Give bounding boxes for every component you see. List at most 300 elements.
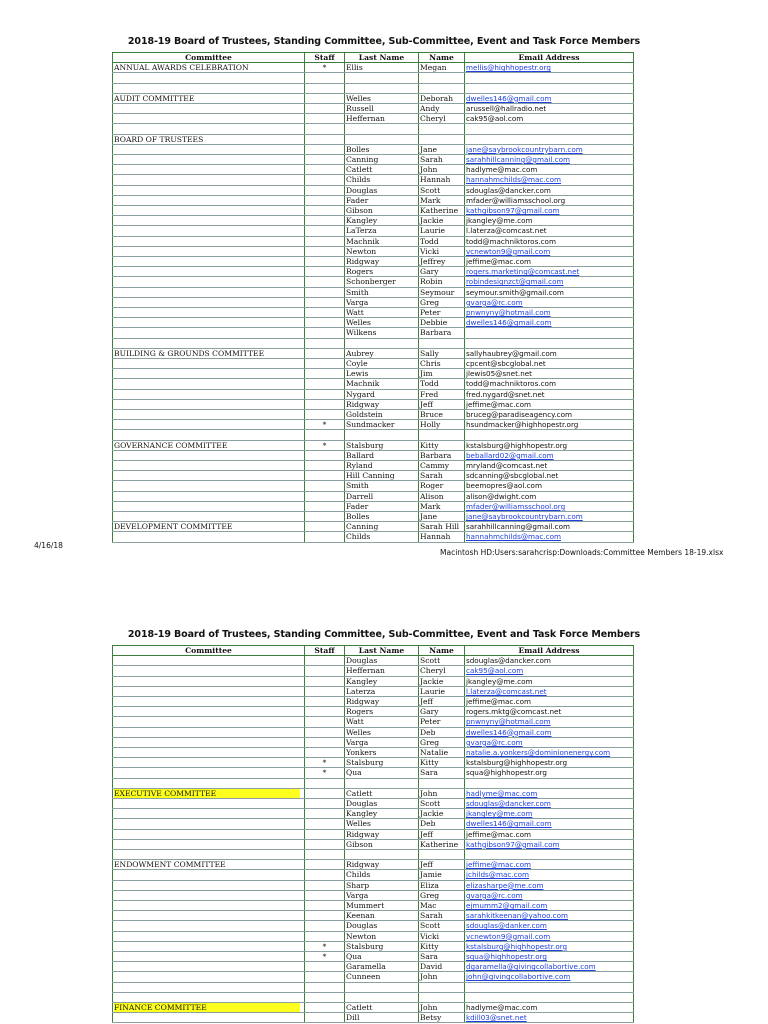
last-name-cell: Qua (345, 952, 419, 962)
page-title: 2018-19 Board of Trustees, Standing Committee, Sub-Committee, Event and Task Force Members (127, 629, 641, 640)
staff-marker (305, 860, 345, 870)
email-link[interactable]: gvarga@rc.com (466, 737, 523, 747)
table-row (113, 491, 634, 501)
table-row (113, 829, 634, 839)
last-name-cell: Childs (345, 532, 419, 542)
committee-cell (113, 911, 305, 921)
committee-cell (113, 63, 305, 73)
last-name-cell: Machnik (345, 379, 419, 389)
last-name-cell: Canning (345, 522, 419, 532)
email-cell (465, 532, 634, 542)
email-link[interactable]: gvarga@rc.com (466, 890, 523, 900)
last-name-cell: Fader (345, 501, 419, 511)
first-name-cell (419, 992, 465, 1002)
email-link[interactable]: dwelles146@gmail.com (466, 93, 552, 103)
email-text: todd@machniktoros.com (466, 236, 556, 246)
email-link[interactable]: l.laterza@comcast.net (466, 686, 547, 696)
table-row (113, 522, 634, 532)
email-cell (465, 297, 634, 307)
committee-cell (113, 471, 305, 481)
committee-cell (113, 901, 305, 911)
table-row (113, 809, 634, 819)
staff-marker (305, 809, 345, 819)
email-link[interactable]: jkangley@me.com (466, 809, 533, 819)
staff-marker (305, 83, 345, 93)
email-cell (465, 952, 634, 962)
first-name-cell: Greg (419, 297, 465, 307)
first-name-cell: Megan (419, 63, 465, 73)
table-row (113, 748, 634, 758)
email-text: arussell@hallradio.net (466, 103, 547, 113)
table-row (113, 962, 634, 972)
committee-cell (113, 512, 305, 522)
first-name-cell: Sally (419, 348, 465, 358)
staff-marker (305, 982, 345, 992)
last-name-cell (345, 850, 419, 860)
email-cell (465, 328, 634, 338)
committee-cell (113, 532, 305, 542)
last-name-cell: Bolles (345, 144, 419, 154)
last-name-cell: Dill (345, 1013, 419, 1023)
committee-name: EXECUTIVE COMMITTEE (114, 789, 300, 798)
table-body (113, 656, 634, 1023)
staff-marker: * (305, 758, 345, 768)
first-name-cell: Kitty (419, 440, 465, 450)
email-cell (465, 206, 634, 216)
first-name-cell (419, 850, 465, 860)
page-title: 2018-19 Board of Trustees, Standing Committee, Sub-Committee, Event and Task Force Members (127, 36, 641, 47)
email-link[interactable]: sarahkitkeenan@yahoo.com (466, 911, 569, 921)
committee-cell (113, 768, 305, 778)
last-name-cell: Varga (345, 297, 419, 307)
first-name-cell: Eliza (419, 880, 465, 890)
email-link[interactable]: sdouglas@dancker.com (466, 799, 551, 809)
email-cell (465, 450, 634, 460)
table-row (113, 972, 634, 982)
table-row (113, 707, 634, 717)
committee-name: FINANCE COMMITTEE (114, 1003, 300, 1012)
staff-marker (305, 656, 345, 666)
last-name-cell: Russell (345, 103, 419, 113)
email-link[interactable]: pnwnyny@hotmail.com (466, 308, 551, 318)
first-name-cell: Jeff (419, 829, 465, 839)
first-name-cell: Peter (419, 308, 465, 318)
table-row (113, 512, 634, 522)
table-row (113, 921, 634, 931)
email-link[interactable]: gvarga@rc.com (466, 297, 523, 307)
email-text: jeffime@mac.com (466, 257, 531, 267)
staff-marker (305, 748, 345, 758)
email-link[interactable]: hadlyme@mac.com (466, 788, 538, 798)
staff-marker (305, 195, 345, 205)
last-name-cell: Cunneen (345, 972, 419, 982)
last-name-cell (345, 430, 419, 440)
staff-marker (305, 992, 345, 1002)
table-row (113, 134, 634, 144)
last-name-cell: Smith (345, 481, 419, 491)
email-link[interactable]: cak95@aol.com (466, 666, 524, 676)
table-row (113, 73, 634, 83)
email-text: kstalsburg@highhopestr.org (466, 440, 568, 450)
email-link[interactable]: pnwnyny@hotmail.com (466, 717, 551, 727)
table-row (113, 389, 634, 399)
footer-file-path: Macintosh HD:Users:sarahcrisp:Downloads:Committee Members 18-19.xlsx (440, 548, 724, 557)
first-name-cell: Gary (419, 707, 465, 717)
email-cell (465, 318, 634, 328)
last-name-cell: Newton (345, 246, 419, 256)
committee-cell (113, 931, 305, 941)
email-cell (465, 717, 634, 727)
header-email: Email Address (465, 646, 634, 656)
first-name-cell (419, 778, 465, 788)
email-text: mryland@comcast.net (466, 461, 548, 471)
email-link[interactable]: kdill03@snet.net (466, 1013, 527, 1023)
staff-marker (305, 778, 345, 788)
email-link[interactable]: jane@saybrookcountrybarn.com (466, 144, 583, 154)
email-cell (465, 165, 634, 175)
email-text: rogers.mktg@comcast.net (466, 707, 562, 717)
email-cell (465, 491, 634, 501)
email-cell (465, 103, 634, 113)
committee-cell (113, 819, 305, 829)
committee-cell (113, 308, 305, 318)
staff-marker (305, 369, 345, 379)
email-cell (465, 63, 634, 73)
table-row (113, 430, 634, 440)
table-row (113, 860, 634, 870)
table-row (113, 952, 634, 962)
email-text: sallyhaubrey@gmail.com (466, 348, 557, 358)
email-cell (465, 287, 634, 297)
last-name-cell: Ridgway (345, 697, 419, 707)
committee-cell (113, 216, 305, 226)
table-row (113, 1013, 634, 1023)
email-cell (465, 1003, 634, 1013)
email-link[interactable]: rogers.marketing@comcast.net (466, 267, 580, 277)
table-row (113, 287, 634, 297)
email-cell (465, 799, 634, 809)
committee-cell (113, 656, 305, 666)
email-cell (465, 73, 634, 83)
email-cell (465, 727, 634, 737)
email-link[interactable]: sarahhillcanning@gmail.com (466, 154, 570, 164)
email-link[interactable]: jeffime@mac.com (466, 860, 531, 870)
email-link[interactable]: hannahmchilds@mac.com (466, 532, 562, 542)
email-link[interactable]: kathgibson97@gmail.com (466, 206, 560, 215)
staff-marker (305, 287, 345, 297)
table-row (113, 63, 634, 73)
email-link[interactable]: hannahmchilds@mac.com (466, 175, 562, 185)
last-name-cell (345, 73, 419, 83)
committee-cell (113, 788, 305, 798)
first-name-cell: Cheryl (419, 114, 465, 124)
committee-cell (113, 686, 305, 696)
last-name-cell: Lewis (345, 369, 419, 379)
last-name-cell: Mummert (345, 901, 419, 911)
email-cell (465, 471, 634, 481)
first-name-cell: Vicki (419, 931, 465, 941)
email-text: jeffime@mac.com (466, 829, 531, 839)
email-link[interactable]: dwelles146@gmail.com (466, 819, 552, 829)
last-name-cell: Douglas (345, 921, 419, 931)
first-name-cell (419, 430, 465, 440)
first-name-cell: Hannah (419, 532, 465, 542)
header-committee: Committee (113, 53, 305, 63)
email-link[interactable]: vcnewton9@gmail.com (466, 931, 551, 941)
email-cell (465, 911, 634, 921)
email-cell (465, 707, 634, 717)
last-name-cell (345, 992, 419, 1002)
table-row (113, 501, 634, 511)
last-name-cell: Keenan (345, 911, 419, 921)
committee-cell (113, 972, 305, 982)
last-name-cell: Darrell (345, 491, 419, 501)
table-row (113, 931, 634, 941)
email-cell (465, 226, 634, 236)
first-name-cell: Jeff (419, 399, 465, 409)
last-name-cell: Schonberger (345, 277, 419, 287)
staff-marker (305, 532, 345, 542)
table-row (113, 83, 634, 93)
table-row (113, 870, 634, 880)
staff-marker (305, 103, 345, 113)
committee-cell (113, 206, 305, 216)
first-name-cell: Kitty (419, 941, 465, 951)
staff-marker (305, 257, 345, 267)
committee-cell (113, 666, 305, 676)
email-cell (465, 420, 634, 430)
table-header-row (113, 53, 634, 63)
committee-cell (113, 450, 305, 460)
email-cell (465, 931, 634, 941)
committee-cell (113, 83, 305, 93)
table-row (113, 737, 634, 747)
committee-table (112, 645, 634, 1023)
last-name-cell (345, 124, 419, 134)
email-link[interactable]: dgaramella@givingcollabortive.com (466, 962, 596, 972)
last-name-cell: Ballard (345, 450, 419, 460)
email-cell (465, 880, 634, 890)
email-text: jlewis05@snet.net (466, 369, 532, 379)
last-name-cell: Welles (345, 819, 419, 829)
committee-cell (113, 461, 305, 471)
first-name-cell: Cammy (419, 461, 465, 471)
email-cell (465, 676, 634, 686)
last-name-cell: Childs (345, 175, 419, 185)
committee-name: ENDOWMENT COMMITTEE (114, 860, 226, 870)
email-cell (465, 839, 634, 849)
email-cell (465, 348, 634, 358)
email-link[interactable]: mfader@williamsschool.org (466, 501, 566, 511)
table-row (113, 901, 634, 911)
last-name-cell: Varga (345, 890, 419, 900)
last-name-cell: Welles (345, 318, 419, 328)
email-cell (465, 114, 634, 124)
first-name-cell: Barbara (419, 450, 465, 460)
email-text: hadlyme@mac.com (466, 1003, 538, 1013)
staff-marker (305, 430, 345, 440)
email-link[interactable]: natalie.a.yonkers@dominionenergy.com (466, 748, 611, 758)
staff-marker (305, 246, 345, 256)
first-name-cell: Natalie (419, 748, 465, 758)
staff-marker (305, 297, 345, 307)
email-link[interactable]: john@givingcollabortive.com (466, 972, 571, 982)
committee-cell (113, 491, 305, 501)
table-row (113, 788, 634, 798)
last-name-cell: Gibson (345, 206, 419, 216)
email-cell (465, 144, 634, 154)
committee-cell (113, 748, 305, 758)
table-row (113, 338, 634, 348)
email-cell (465, 379, 634, 389)
first-name-cell: Katherine (419, 839, 465, 849)
email-text: sdouglas@dancker.com (466, 185, 551, 195)
committee-cell (113, 165, 305, 175)
table-row (113, 839, 634, 849)
last-name-cell: Douglas (345, 656, 419, 666)
staff-marker (305, 972, 345, 982)
email-cell (465, 829, 634, 839)
email-cell (465, 522, 634, 532)
committee-name: DEVELOPMENT COMMITTEE (114, 522, 233, 532)
staff-marker (305, 799, 345, 809)
committee-table (112, 52, 634, 543)
staff-marker (305, 399, 345, 409)
committee-cell (113, 338, 305, 348)
committee-cell (113, 175, 305, 185)
email-link[interactable]: ejmumm2@gmail.com (466, 901, 548, 911)
table-row (113, 727, 634, 737)
table-row (113, 758, 634, 768)
email-cell (465, 921, 634, 931)
table-row (113, 185, 634, 195)
email-cell (465, 778, 634, 788)
table-row (113, 799, 634, 809)
email-cell (465, 982, 634, 992)
footer-date: 4/16/18 (34, 541, 63, 550)
email-cell (465, 809, 634, 819)
committee-cell (113, 941, 305, 951)
committee-cell (113, 921, 305, 931)
email-link[interactable]: vcnewton9@gmail.com (466, 246, 551, 256)
last-name-cell: Smith (345, 287, 419, 297)
table-row (113, 656, 634, 666)
first-name-cell: Sarah (419, 471, 465, 481)
table-row (113, 1003, 634, 1013)
staff-marker (305, 461, 345, 471)
email-link[interactable]: beballard02@gmail.com (466, 450, 554, 460)
header-last-name: Last Name (345, 646, 419, 656)
email-link[interactable]: elizasharpe@me.com (466, 880, 544, 890)
committee-cell (113, 481, 305, 491)
committee-cell (113, 860, 305, 870)
staff-marker (305, 666, 345, 676)
email-link[interactable]: jane@saybrookcountrybarn.com (466, 512, 583, 522)
staff-marker (305, 124, 345, 134)
committee-cell (113, 369, 305, 379)
table-row (113, 308, 634, 318)
last-name-cell: Welles (345, 93, 419, 103)
staff-marker (305, 328, 345, 338)
email-link[interactable]: mellis@highhopestr.org (466, 63, 551, 73)
last-name-cell: Nygard (345, 389, 419, 399)
email-link[interactable]: squa@highhopestr.org (466, 952, 547, 962)
first-name-cell: Katherine (419, 206, 465, 216)
committee-cell (113, 717, 305, 727)
email-link[interactable]: sdouglas@danker.com (466, 921, 547, 931)
first-name-cell: John (419, 788, 465, 798)
staff-marker (305, 154, 345, 164)
last-name-cell: LaTerza (345, 226, 419, 236)
email-cell (465, 748, 634, 758)
email-cell (465, 134, 634, 144)
committee-cell (113, 195, 305, 205)
committee-cell (113, 829, 305, 839)
committee-name: ANNUAL AWARDS CELEBRATION (114, 63, 249, 73)
email-text: cpcent@sbcglobal.net (466, 359, 546, 369)
table-row (113, 941, 634, 951)
staff-marker (305, 267, 345, 277)
email-cell (465, 257, 634, 267)
email-link[interactable]: kathgibson97@gmail.com (466, 839, 560, 849)
email-link[interactable]: jchilds@mac.com (466, 870, 529, 880)
last-name-cell: Canning (345, 154, 419, 164)
email-link[interactable]: kstalsburg@highhopestr.org (466, 941, 568, 951)
committee-cell (113, 277, 305, 287)
staff-marker (305, 1013, 345, 1023)
committee-cell (113, 73, 305, 83)
last-name-cell: Watt (345, 717, 419, 727)
last-name-cell: Catlett (345, 165, 419, 175)
email-link[interactable]: dwelles146@gmail.com (466, 727, 552, 737)
committee-cell (113, 962, 305, 972)
committee-cell (113, 379, 305, 389)
last-name-cell: Douglas (345, 799, 419, 809)
table-row (113, 778, 634, 788)
table-row (113, 154, 634, 164)
last-name-cell: Bolles (345, 512, 419, 522)
last-name-cell: Rogers (345, 707, 419, 717)
email-text: jeffime@mac.com (466, 399, 531, 409)
staff-marker (305, 389, 345, 399)
first-name-cell: Gary (419, 267, 465, 277)
staff-marker (305, 134, 345, 144)
committee-cell (113, 850, 305, 860)
staff-marker (305, 359, 345, 369)
email-text: jkangley@me.com (466, 216, 533, 226)
email-cell (465, 962, 634, 972)
email-text: alison@dwight.com (466, 491, 537, 501)
email-cell (465, 737, 634, 747)
first-name-cell: John (419, 1003, 465, 1013)
email-cell (465, 901, 634, 911)
email-link[interactable]: robindesignzct@gmail.com (466, 277, 564, 287)
email-text: sdcanning@sbcglobal.net (466, 471, 559, 481)
committee-cell (113, 246, 305, 256)
staff-marker (305, 788, 345, 798)
committee-cell (113, 103, 305, 113)
staff-marker (305, 727, 345, 737)
email-cell (465, 461, 634, 471)
last-name-cell: Kangley (345, 216, 419, 226)
table-row (113, 450, 634, 460)
first-name-cell: Jim (419, 369, 465, 379)
staff-marker (305, 93, 345, 103)
email-link[interactable]: dwelles146@gmail.com (466, 318, 552, 328)
staff-marker (305, 410, 345, 420)
email-text: mfader@williamsschool.org (466, 195, 566, 205)
table-row (113, 175, 634, 185)
